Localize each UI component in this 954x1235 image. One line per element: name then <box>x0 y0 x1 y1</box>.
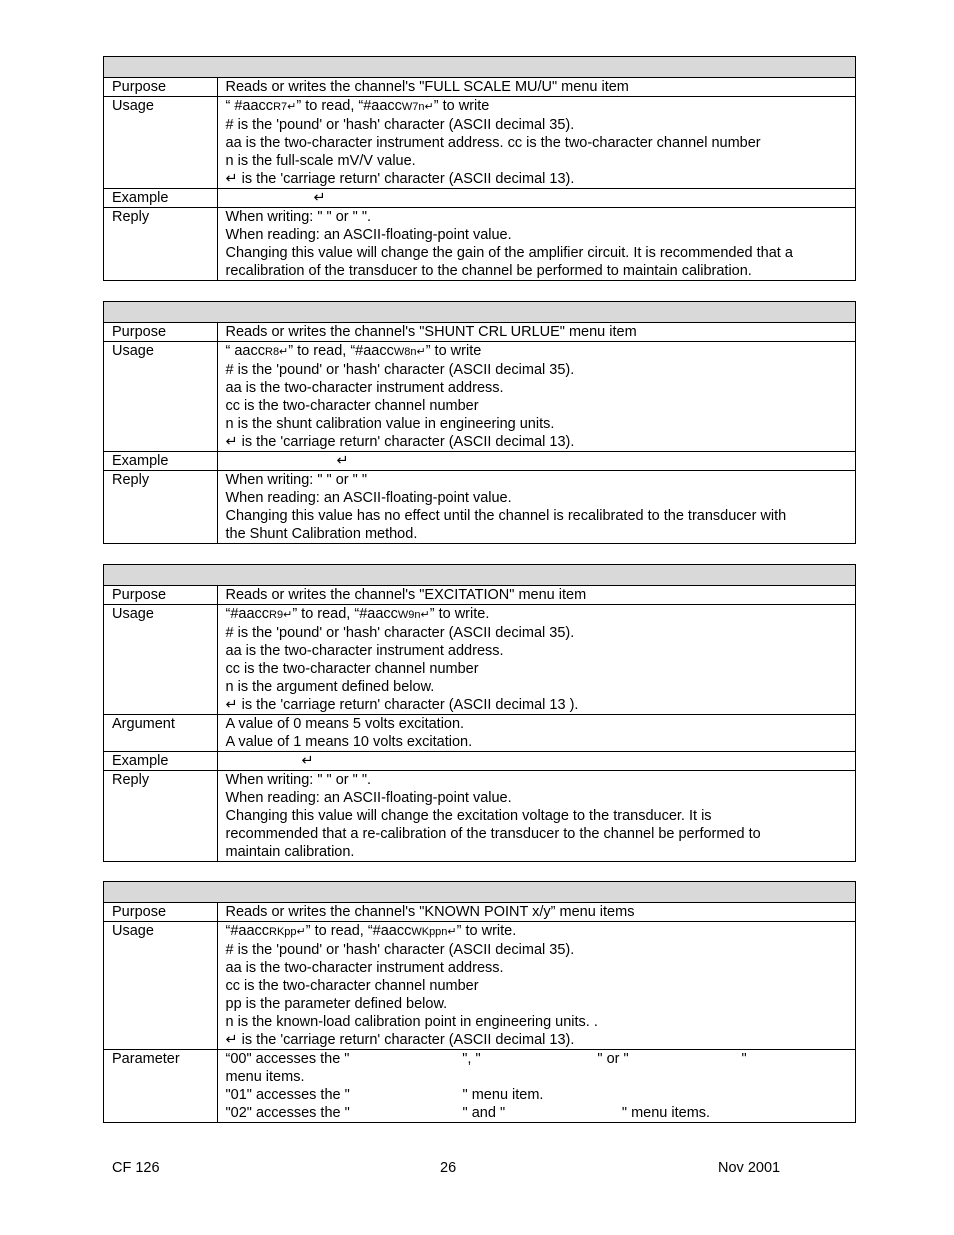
usage-line: cc is the two-character channel number <box>225 978 479 994</box>
purpose-row <box>104 323 856 342</box>
row-label: Purpose <box>104 903 218 922</box>
usage-line: # is the 'pound' or 'hash' character (ASCII decimal 35). <box>225 362 575 378</box>
example-text: ↵ <box>217 189 856 208</box>
parameter-line: “00" accesses the " ", " " or " " <box>225 1051 747 1067</box>
usage-line: aa is the two-character instrument address. cc is the two-character channel number <box>225 135 761 151</box>
section-header-bar <box>104 57 856 78</box>
usage-text <box>217 922 856 1050</box>
argument-line: A value of 1 means 10 volts excitation. <box>225 734 473 750</box>
reply-text <box>217 471 856 544</box>
usage-line: n is the full-scale mV/V value. <box>225 153 416 169</box>
usage-line: n is the shunt calibration value in engineering units. <box>225 416 555 432</box>
reply-line: the Shunt Calibration method. <box>225 526 418 542</box>
example-row <box>104 189 856 208</box>
usage-line: n is the argument defined below. <box>225 679 435 695</box>
row-label: Example <box>104 189 218 208</box>
reply-line: When reading: an ASCII-floating-point value. <box>225 227 512 243</box>
reply-row <box>104 208 856 281</box>
usage-command: “#aaccRKpp↵” to read, “#aaccWKppn↵” to write. <box>225 923 517 939</box>
row-label: Usage <box>104 922 218 1050</box>
usage-line: ↵ is the 'carriage return' character (ASCII decimal 13). <box>225 1032 575 1048</box>
row-text: Reads or writes the channel's "KNOWN POINT x/y” menu items <box>217 903 856 922</box>
reply-line: When writing: " " or " " <box>225 472 367 488</box>
section-header-bar <box>104 565 856 586</box>
argument-text <box>217 715 856 752</box>
reply-line: When writing: " " or " ". <box>225 209 371 225</box>
usage-command: “ #aaccR7↵” to read, “#aaccW7n↵” to write <box>225 98 490 114</box>
usage-row <box>104 922 856 1050</box>
footer-date: Nov 2001 <box>718 1160 781 1176</box>
parameter-text <box>217 1050 856 1123</box>
parameter-line: "02" accesses the " " and " " menu items. <box>225 1105 711 1121</box>
section-header-bar <box>104 302 856 323</box>
row-text: Reads or writes the channel's "FULL SCALE MU/U" menu item <box>217 78 856 97</box>
command-table-full-scale <box>103 56 856 281</box>
parameter-row <box>104 1050 856 1123</box>
section-header-bar <box>104 882 856 903</box>
reply-line: Changing this value will change the excitation voltage to the transducer. It is <box>225 808 712 824</box>
reply-line: maintain calibration. <box>225 844 355 860</box>
usage-line: # is the 'pound' or 'hash' character (ASCII decimal 35). <box>225 942 575 958</box>
reply-row <box>104 471 856 544</box>
example-text: ↵ <box>217 752 856 771</box>
row-text: Reads or writes the channel's "SHUNT CRL URLUE" menu item <box>217 323 856 342</box>
command-table-excitation <box>103 564 856 862</box>
footer-page-number: 26 <box>440 1160 457 1176</box>
parameter-line: "01" accesses the " " menu item. <box>225 1087 544 1103</box>
reply-text <box>217 771 856 862</box>
example-text: ↵ <box>217 452 856 471</box>
purpose-row <box>104 586 856 605</box>
usage-line: cc is the two-character channel number <box>225 661 479 677</box>
command-table-known-point <box>103 881 856 1123</box>
usage-line: aa is the two-character instrument address. <box>225 643 504 659</box>
row-label: Purpose <box>104 323 218 342</box>
reply-line: recalibration of the transducer to the channel be performed to maintain calibration. <box>225 263 752 279</box>
usage-line: n is the known-load calibration point in engineering units. . <box>225 1014 598 1030</box>
footer-document-id: CF 126 <box>112 1160 160 1176</box>
usage-line: # is the 'pound' or 'hash' character (ASCII decimal 35). <box>225 625 575 641</box>
row-label: Example <box>104 752 218 771</box>
row-label: Purpose <box>104 78 218 97</box>
example-row <box>104 752 856 771</box>
row-label: Parameter <box>104 1050 218 1123</box>
example-row <box>104 452 856 471</box>
usage-line: # is the 'pound' or 'hash' character (ASCII decimal 35). <box>225 117 575 133</box>
argument-row <box>104 715 856 752</box>
reply-line: When reading: an ASCII-floating-point value. <box>225 490 512 506</box>
row-text: Reads or writes the channel's "EXCITATION" menu item <box>217 586 856 605</box>
row-label: Usage <box>104 97 218 189</box>
row-label: Purpose <box>104 586 218 605</box>
usage-line: aa is the two-character instrument address. <box>225 960 504 976</box>
argument-line: A value of 0 means 5 volts excitation. <box>225 716 465 732</box>
reply-line: When writing: " " or " ". <box>225 772 371 788</box>
row-label: Reply <box>104 208 218 281</box>
reply-text <box>217 208 856 281</box>
usage-text <box>217 342 856 452</box>
usage-line: pp is the parameter defined below. <box>225 996 448 1012</box>
row-label: Usage <box>104 342 218 452</box>
purpose-row <box>104 78 856 97</box>
usage-text <box>217 605 856 715</box>
reply-line: recommended that a re-calibration of the transducer to the channel be performed to <box>225 826 761 842</box>
row-label: Reply <box>104 471 218 544</box>
reply-line: Changing this value has no effect until the channel is recalibrated to the transducer with <box>225 508 787 524</box>
command-table-shunt-cal <box>103 301 856 544</box>
reply-row <box>104 771 856 862</box>
usage-command: “#aaccR9↵” to read, “#aaccW9n↵” to write. <box>225 606 490 622</box>
purpose-row <box>104 903 856 922</box>
row-label: Argument <box>104 715 218 752</box>
usage-row <box>104 342 856 452</box>
usage-line: ↵ is the 'carriage return' character (ASCII decimal 13). <box>225 434 575 450</box>
parameter-line: menu items. <box>225 1069 305 1085</box>
usage-row <box>104 605 856 715</box>
reply-line: Changing this value will change the gain of the amplifier circuit. It is recommended that a <box>225 245 793 261</box>
usage-line: ↵ is the 'carriage return' character (ASCII decimal 13). <box>225 171 575 187</box>
usage-line: ↵ is the 'carriage return' character (ASCII decimal 13 ). <box>225 697 579 713</box>
usage-row <box>104 97 856 189</box>
row-label: Usage <box>104 605 218 715</box>
usage-line: aa is the two-character instrument address. <box>225 380 504 396</box>
row-label: Reply <box>104 771 218 862</box>
row-label: Example <box>104 452 218 471</box>
usage-text <box>217 97 856 189</box>
reply-line: When reading: an ASCII-floating-point value. <box>225 790 512 806</box>
usage-command: “ aaccR8↵” to read, “#aaccW8n↵” to write <box>225 343 482 359</box>
usage-line: cc is the two-character channel number <box>225 398 479 414</box>
